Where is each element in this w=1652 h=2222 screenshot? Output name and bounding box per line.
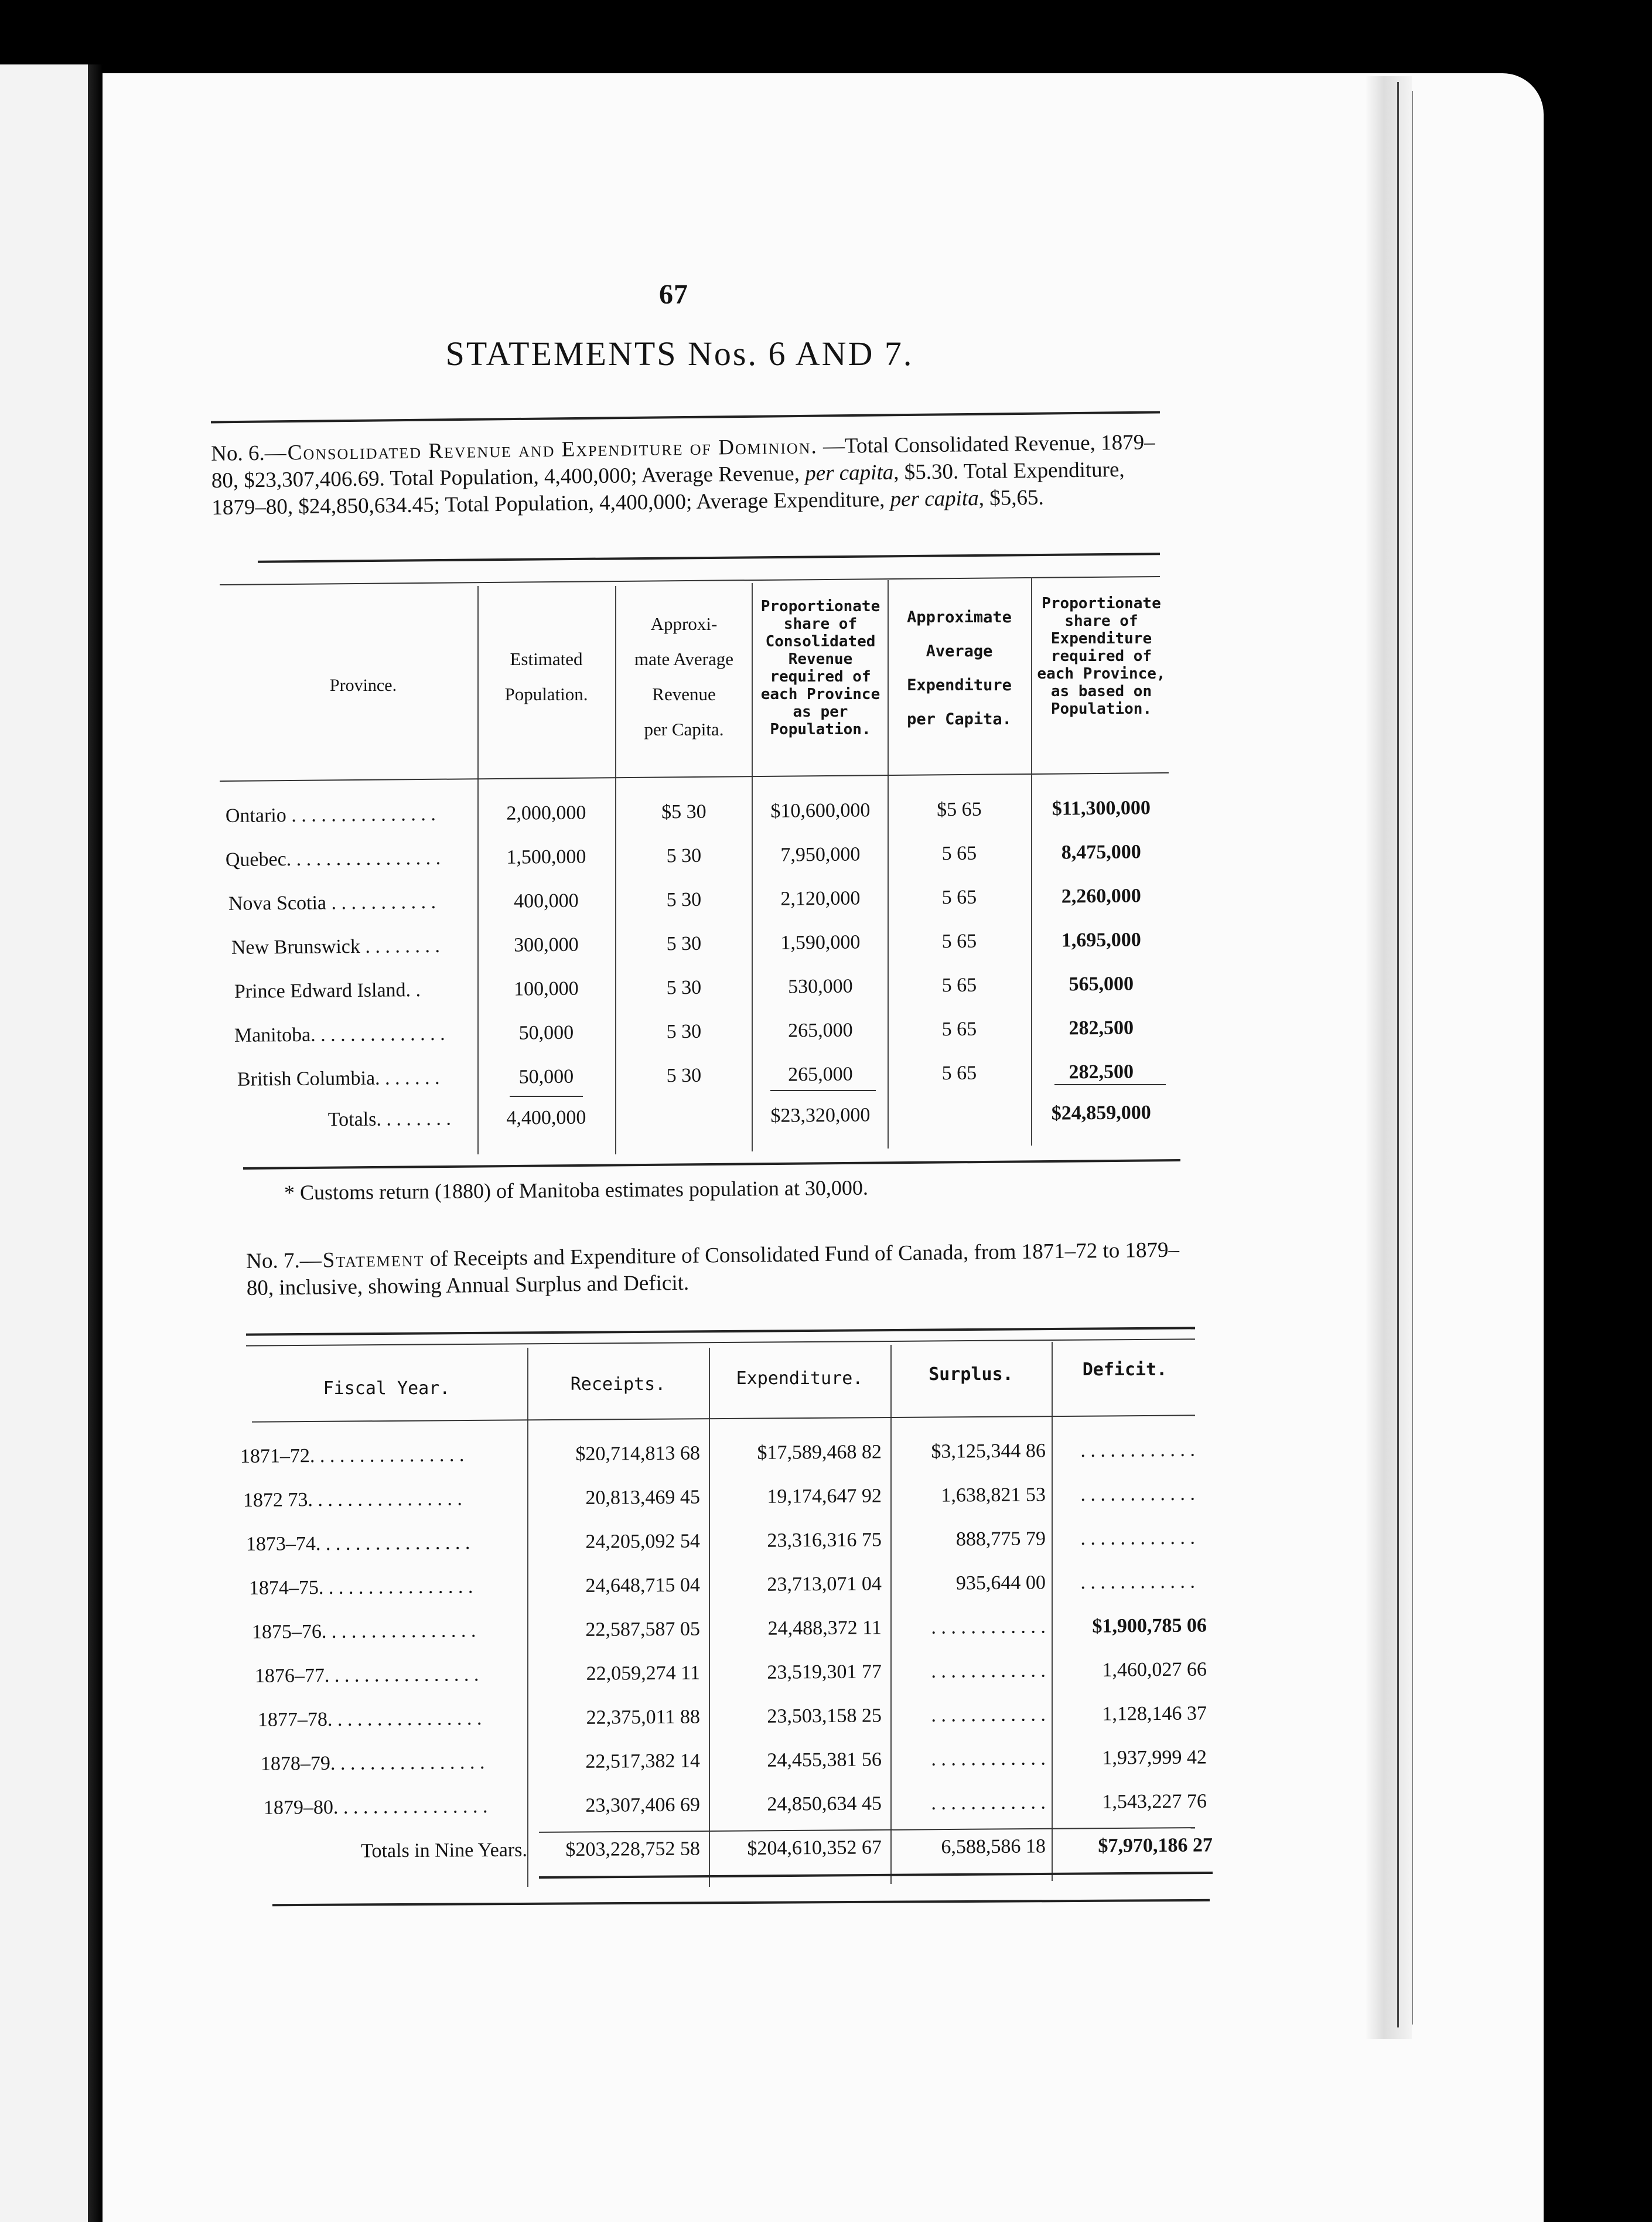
- total-population: 4,400,000: [506, 1106, 586, 1129]
- cell-receipts: 23,307,406 69: [585, 1794, 701, 1817]
- header-line: Population.: [1050, 700, 1152, 718]
- header-surplus: Surplus.: [929, 1364, 1013, 1385]
- header-line: Estimated: [510, 649, 583, 669]
- cell-year: 1875–76. . . . . . . . . . . . . . . .: [251, 1620, 476, 1643]
- header-line: required of: [1050, 647, 1152, 665]
- cell-deficit: 1,128,146 37: [1102, 1702, 1207, 1725]
- cell-prop-revenue: $10,600,000: [770, 799, 871, 822]
- cell-expenditure: $17,589,468 82: [757, 1441, 882, 1464]
- statement-6-text-2: , $5.30. Total Expenditure, 1879–80, $24,850,634.45; Total Population, 4,400,000; Average Expenditure,: [211, 457, 1125, 520]
- header-line: Approxi-: [650, 614, 718, 634]
- cell-prop-expenditure: 2,260,000: [1061, 885, 1141, 908]
- cell-province: Manitoba. . . . . . . . . . . . . .: [234, 1023, 445, 1047]
- header-prop-revenue: [755, 598, 886, 738]
- header-line: Revenue: [788, 650, 853, 668]
- cell-deficit: 1,543,227 76: [1102, 1790, 1207, 1813]
- cell-avg-revenue: $5 30: [661, 800, 706, 823]
- cell-receipts: 22,375,011 88: [586, 1706, 701, 1729]
- header-line: Expenditure: [1050, 630, 1152, 647]
- cell-prop-revenue: 1,590,000: [780, 931, 861, 954]
- cell-receipts: 22,587,587 05: [585, 1618, 701, 1641]
- per-capita-italic-2: per capita: [890, 486, 979, 512]
- cell-prop-expenditure: 8,475,000: [1061, 841, 1141, 864]
- total-expenditure: $204,610,352 67: [747, 1836, 882, 1859]
- cell-province: Quebec. . . . . . . . . . . . . . . .: [225, 847, 441, 871]
- cell-province: New Brunswick . . . . . . . .: [231, 935, 441, 959]
- cell-avg-revenue: 5 30: [666, 976, 702, 999]
- cell-year: 1877–78. . . . . . . . . . . . . . . .: [257, 1708, 482, 1731]
- statement-7-text: of Receipts and Expenditure of Consolidated Fund of Canada, from 1871–72 to 1879–80, inclusive, showing Annual Surplus and Deficit.: [246, 1238, 1180, 1300]
- header-line: share of: [1064, 612, 1138, 630]
- header-avg-revenue: [618, 606, 750, 747]
- header-expenditure: Expenditure.: [736, 1368, 863, 1389]
- per-capita-italic-1: per capita: [804, 460, 894, 486]
- footnote: * Customs return (1880) of Manitoba estimates population at 30,000.: [284, 1175, 869, 1205]
- cell-expenditure: 23,503,158 25: [767, 1705, 882, 1727]
- cell-deficit: $1,900,785 06: [1092, 1614, 1207, 1637]
- cell-receipts: 22,517,382 14: [585, 1750, 701, 1773]
- header-line: Population.: [770, 721, 871, 738]
- cell-surplus: . . . . . . . . . . . .: [931, 1703, 1046, 1726]
- cell-avg-expenditure: 5 65: [941, 842, 977, 865]
- cell-expenditure: 19,174,647 92: [767, 1485, 882, 1508]
- cell-prop-expenditure: 1,695,000: [1061, 929, 1141, 952]
- cell-prop-expenditure: 282,500: [1069, 1061, 1134, 1083]
- cell-surplus: . . . . . . . . . . . .: [931, 1659, 1046, 1682]
- cell-expenditure: 23,316,316 75: [767, 1529, 882, 1552]
- sum-rule: [510, 1096, 583, 1097]
- header-line: each Province: [760, 686, 880, 703]
- header-line: per Capita.: [644, 719, 724, 739]
- cell-year: 1874–75. . . . . . . . . . . . . . . .: [248, 1576, 473, 1599]
- header-line: share of: [783, 615, 858, 633]
- cell-province: Prince Edward Island. .: [234, 979, 421, 1003]
- total-prop-revenue: $23,320,000: [770, 1104, 871, 1127]
- cell-avg-expenditure: 5 65: [941, 886, 977, 909]
- header-deficit: Deficit.: [1082, 1359, 1168, 1380]
- header-line: Proportionate: [1042, 595, 1161, 612]
- cell-receipts: 22,059,274 11: [586, 1662, 701, 1685]
- header-line: as per: [793, 703, 848, 721]
- cell-receipts: 20,813,469 45: [585, 1486, 701, 1509]
- cell-population: 100,000: [513, 977, 579, 1000]
- cell-avg-expenditure: $5 65: [936, 798, 982, 821]
- cell-deficit: 1,937,999 42: [1102, 1746, 1207, 1769]
- cell-population: 300,000: [513, 933, 579, 956]
- cell-deficit: . . . . . . . . . . . .: [1080, 1526, 1195, 1549]
- cell-surplus: . . . . . . . . . . . .: [931, 1616, 1046, 1638]
- cell-deficit: . . . . . . . . . . . .: [1080, 1439, 1195, 1461]
- statement-7-number: No. 7.: [246, 1248, 301, 1273]
- header-line: Average: [926, 642, 993, 660]
- cell-avg-expenditure: 5 65: [941, 1018, 977, 1041]
- cell-prop-revenue: 2,120,000: [780, 887, 861, 910]
- cell-prop-revenue: 265,000: [787, 1063, 853, 1086]
- header-line: Consolidated: [765, 633, 876, 650]
- cell-receipts: $20,714,813 68: [575, 1442, 701, 1465]
- cell-prop-expenditure: $11,300,000: [1052, 797, 1151, 820]
- statement-6-description: [211, 429, 1161, 522]
- cell-population: 2,000,000: [506, 802, 586, 824]
- cell-year: 1873–74. . . . . . . . . . . . . . . .: [245, 1532, 470, 1555]
- header-prop-expenditure: [1034, 595, 1169, 718]
- cell-population: 400,000: [513, 890, 579, 912]
- header-province: Province.: [329, 676, 397, 695]
- cell-population: 50,000: [518, 1065, 574, 1088]
- header-line: Revenue: [652, 684, 716, 704]
- cell-receipts: 24,205,092 54: [585, 1530, 701, 1553]
- cell-avg-expenditure: 5 65: [941, 1062, 977, 1085]
- totals-label: Totals in Nine Years.: [360, 1839, 528, 1862]
- header-line: per Capita.: [907, 710, 1012, 728]
- header-line: each Province,: [1037, 665, 1166, 683]
- page-number: 67: [659, 279, 688, 310]
- sum-rule: [770, 1090, 876, 1091]
- cell-expenditure: 23,713,071 04: [767, 1573, 882, 1596]
- cell-avg-revenue: 5 30: [666, 844, 702, 867]
- cell-year: 1872 73. . . . . . . . . . . . . . . .: [243, 1488, 463, 1511]
- cell-expenditure: 24,850,634 45: [767, 1792, 882, 1815]
- cell-surplus: 935,644 00: [955, 1572, 1046, 1594]
- total-prop-expenditure: $24,859,000: [1051, 1102, 1151, 1124]
- header-fiscal-year: Fiscal Year.: [323, 1378, 450, 1399]
- header-avg-expenditure: [890, 601, 1028, 737]
- header-population: [480, 642, 612, 712]
- statement-6-number: No. 6.: [211, 441, 265, 466]
- cell-deficit: . . . . . . . . . . . .: [1080, 1483, 1195, 1505]
- cell-surplus: . . . . . . . . . . . .: [931, 1747, 1046, 1770]
- total-receipts: $203,228,752 58: [565, 1838, 701, 1861]
- cell-surplus: 888,775 79: [955, 1528, 1046, 1550]
- cell-avg-revenue: 5 30: [666, 932, 702, 955]
- header-line: Expenditure: [907, 676, 1012, 694]
- cell-province: Nova Scotia . . . . . . . . . . .: [228, 891, 436, 915]
- cell-avg-expenditure: 5 65: [941, 974, 977, 997]
- cell-population: 50,000: [518, 1021, 574, 1044]
- header-line: as based on: [1050, 683, 1152, 700]
- statement-7-lead: —Statement: [299, 1247, 425, 1273]
- header-line: Proportionate: [760, 598, 880, 615]
- total-deficit: $7,970,186 27: [1098, 1834, 1213, 1857]
- cell-avg-revenue: 5 30: [666, 888, 702, 911]
- cell-expenditure: 24,455,381 56: [767, 1749, 882, 1771]
- cell-prop-expenditure: 565,000: [1069, 973, 1134, 996]
- cell-population: 1,500,000: [506, 846, 586, 868]
- cell-prop-revenue: 7,950,000: [780, 843, 861, 866]
- cell-prop-revenue: 530,000: [787, 975, 853, 998]
- cell-year: 1879–80. . . . . . . . . . . . . . . .: [263, 1795, 488, 1819]
- cell-surplus: $3,125,344 86: [931, 1440, 1046, 1463]
- cell-deficit: 1,460,027 66: [1102, 1658, 1207, 1681]
- statement-6-text-1: —Total Consolidated Revenue, 1879–80, $23,307,406.69. Total Population, 4,400,000; Average Revenue,: [211, 430, 1155, 493]
- header-line: Population.: [504, 684, 588, 704]
- header-line: mate Average: [634, 649, 733, 669]
- cell-avg-revenue: 5 30: [666, 1064, 702, 1087]
- cell-deficit: . . . . . . . . . . . .: [1080, 1570, 1195, 1593]
- cell-year: 1871–72. . . . . . . . . . . . . . . .: [240, 1444, 465, 1467]
- header-line: required of: [770, 668, 871, 686]
- total-surplus: 6,588,586 18: [941, 1835, 1046, 1858]
- cell-province: Ontario . . . . . . . . . . . . . . .: [225, 803, 436, 827]
- page-title: STATEMENTS Nos. 6 AND 7.: [445, 335, 914, 373]
- statement-6-text-3: , $5,65.: [978, 485, 1044, 510]
- cell-province: British Columbia. . . . . . .: [237, 1066, 440, 1090]
- cell-prop-revenue: 265,000: [787, 1019, 853, 1042]
- cell-surplus: . . . . . . . . . . . .: [931, 1791, 1046, 1814]
- header-receipts: Receipts.: [570, 1374, 666, 1395]
- totals-label: Totals. . . . . . . .: [327, 1107, 452, 1131]
- header-line: Approximate: [907, 608, 1012, 626]
- cell-avg-expenditure: 5 65: [941, 930, 977, 953]
- cell-surplus: 1,638,821 53: [941, 1484, 1046, 1507]
- sum-rule: [1054, 1084, 1166, 1085]
- statement-6-lead: —Consolidated Revenue and Expenditure of Dominion.: [264, 434, 818, 465]
- cell-prop-expenditure: 282,500: [1069, 1017, 1134, 1040]
- cell-year: 1878–79. . . . . . . . . . . . . . . .: [260, 1751, 485, 1775]
- cell-receipts: 24,648,715 04: [585, 1574, 701, 1597]
- cell-expenditure: 24,488,372 11: [767, 1617, 882, 1640]
- cell-expenditure: 23,519,301 77: [767, 1661, 882, 1683]
- cell-year: 1876–77. . . . . . . . . . . . . . . .: [254, 1664, 479, 1687]
- cell-avg-revenue: 5 30: [666, 1020, 702, 1043]
